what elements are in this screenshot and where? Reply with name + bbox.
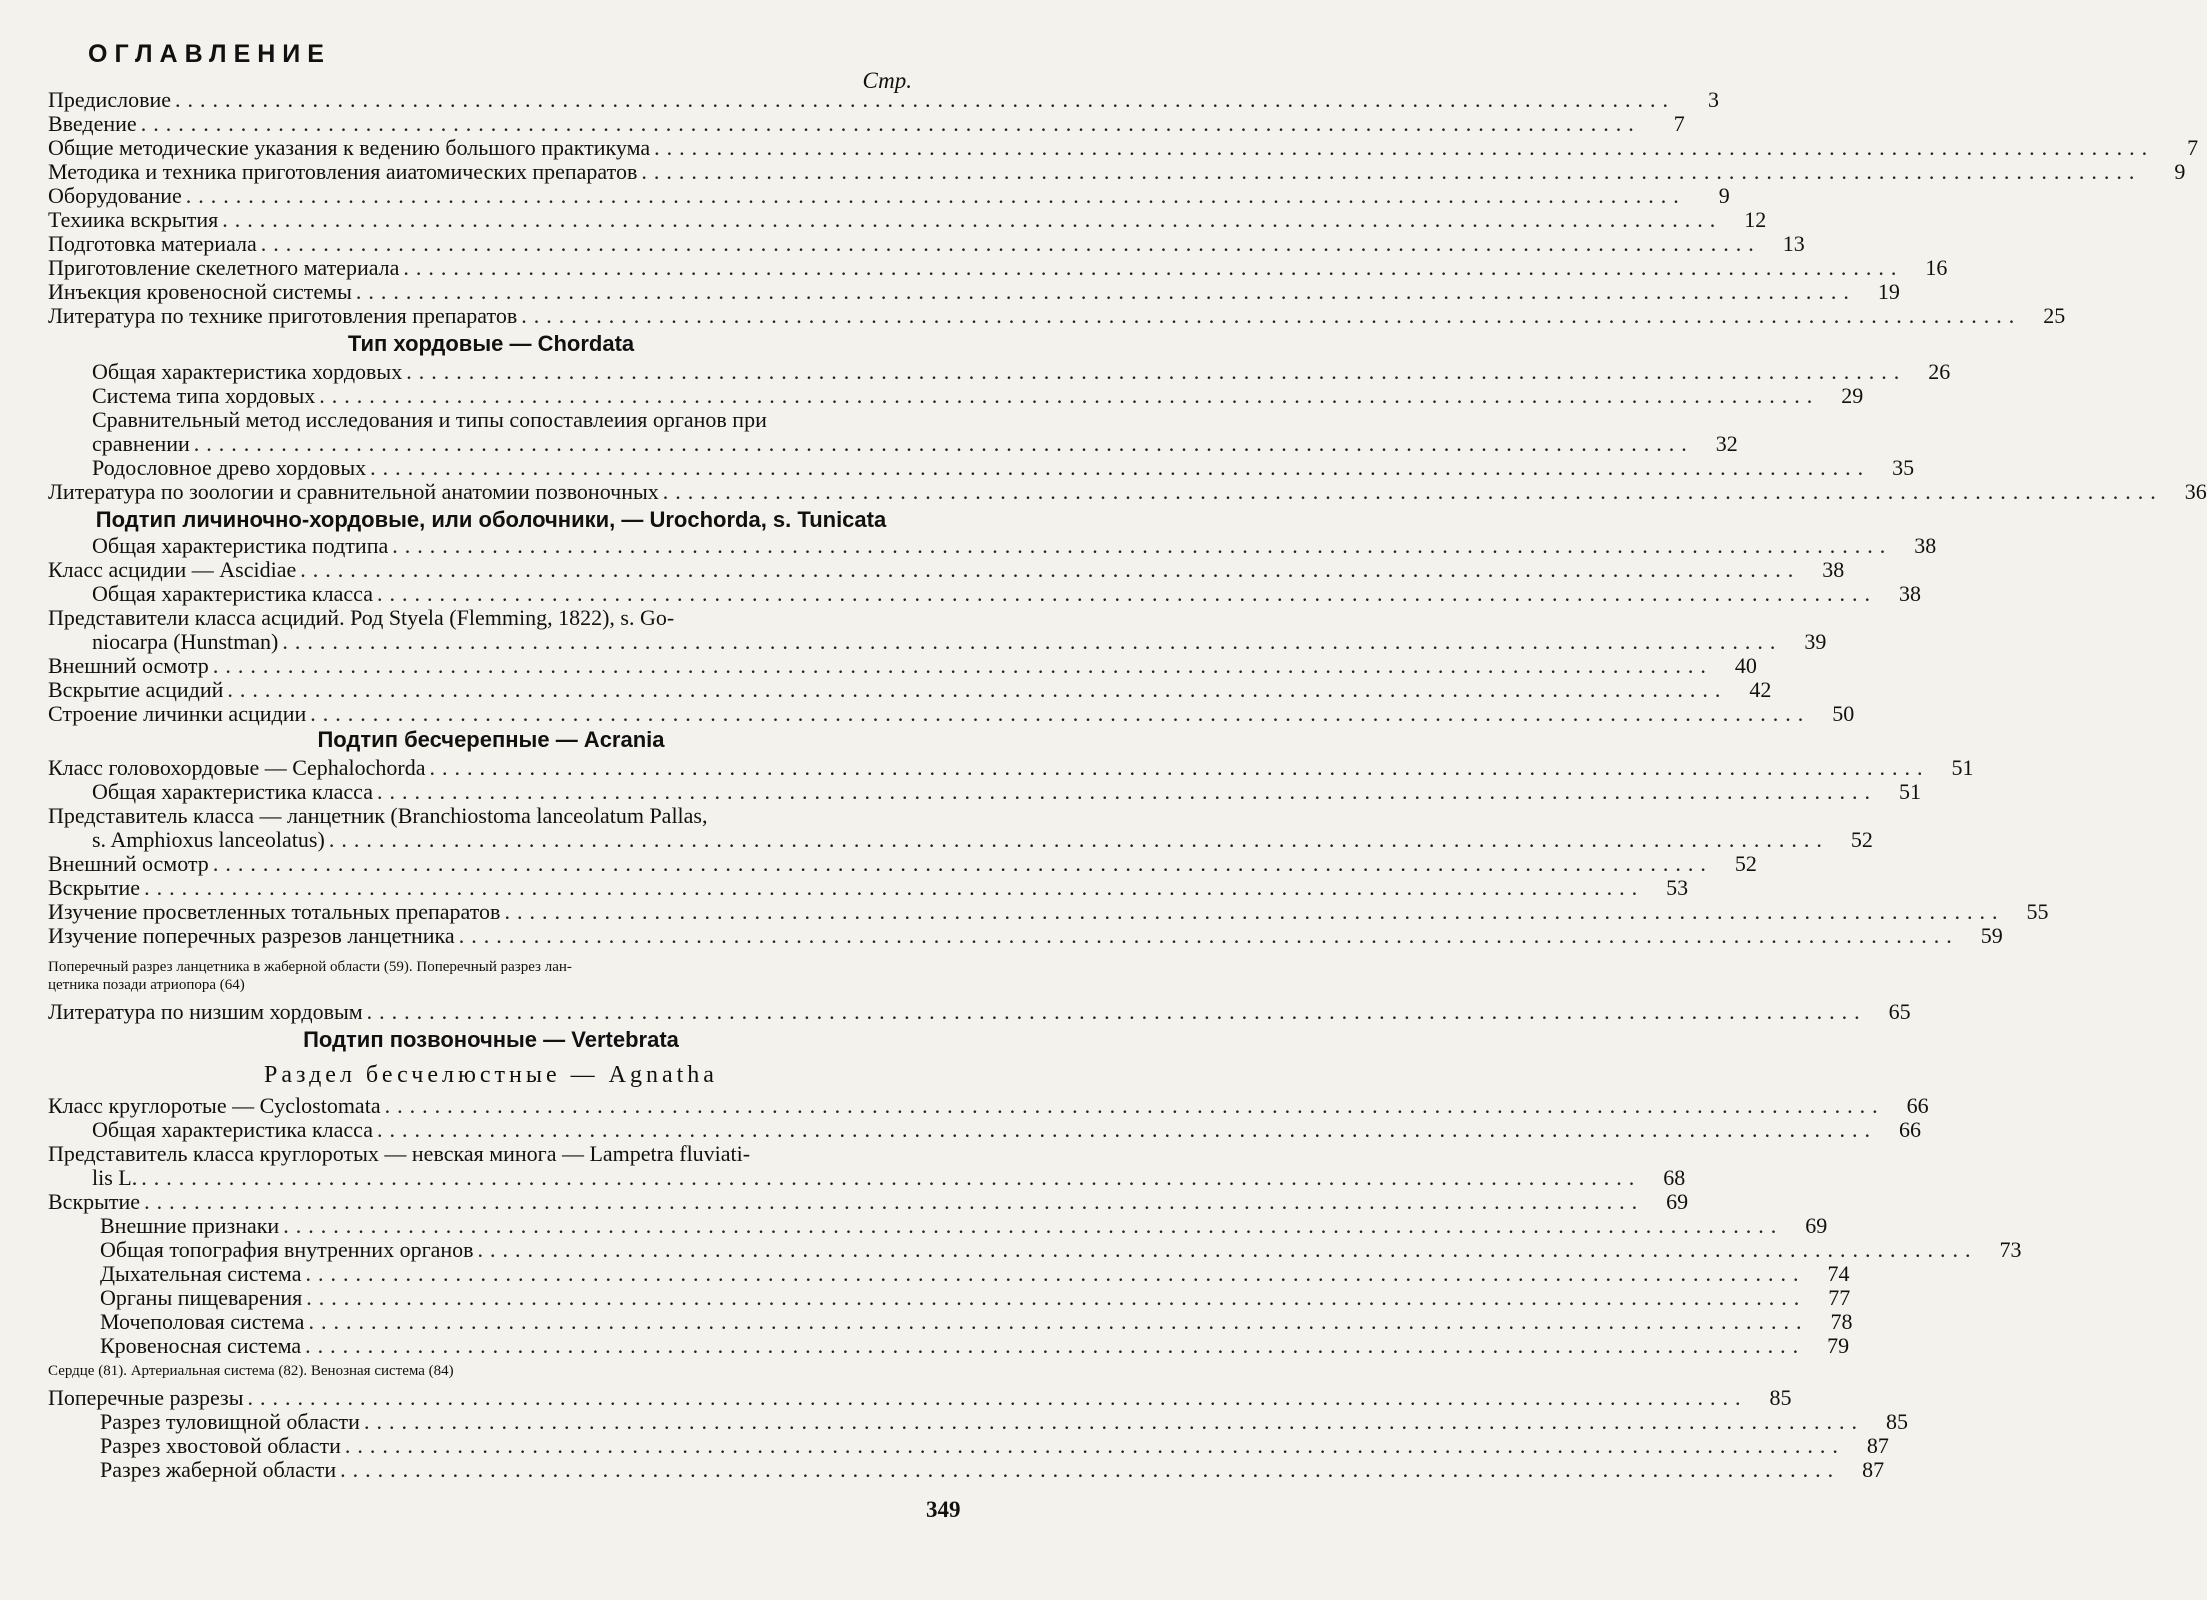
toc-entry — [48, 557, 1845, 582]
dot-leader: ........................................................................................................................ — [260, 231, 1761, 256]
entry-page: 9 — [2174, 159, 2186, 184]
toc-entry — [48, 1385, 1792, 1410]
entry-page: 35 — [1892, 455, 1915, 480]
entry-page: 51 — [1898, 779, 1921, 804]
entry-title: Техиика вскрытия — [48, 207, 219, 232]
division-heading: Раздел бесчелюстные — Agnatha — [264, 1062, 718, 1088]
entry-title: Изучение просветленных тотальных препаратов — [48, 899, 501, 924]
section-heading — [48, 332, 934, 355]
toc-note: цетника позади атриопора (64) — [48, 977, 245, 993]
entry-page: 68 — [1663, 1165, 1686, 1190]
toc-entry — [100, 1213, 1828, 1238]
entry-title: Разрез жаберной области — [100, 1457, 337, 1482]
entry-page: 38 — [1914, 533, 1937, 558]
entry-page: 12 — [1744, 207, 1767, 232]
entry-page: 78 — [1830, 1309, 1853, 1334]
section-heading — [48, 728, 934, 751]
entry-page: 29 — [1841, 383, 1864, 408]
dot-leader: ........................................................................................................................ — [384, 1093, 1885, 1118]
entry-title: Внешние признаки — [100, 1213, 280, 1238]
dot-leader: ........................................................................................................................ — [403, 255, 1904, 280]
entry-title: Литература по низшим хордовым — [48, 999, 363, 1024]
entry-title: Поперечные разрезы — [48, 1385, 244, 1410]
entry-title: Внешний осмотр — [48, 653, 209, 678]
entry-title: сравнении — [92, 431, 190, 456]
entry-page: 9 — [1718, 183, 1730, 208]
dot-leader: ........................................................................................................................ — [305, 1333, 1806, 1358]
toc-entry — [48, 303, 2066, 328]
toc-entry — [92, 533, 1937, 558]
toc-entry-line: Представитель класса круглоротых — невская минога — Lampetra fluviati- — [48, 1141, 751, 1166]
dot-leader: ........................................................................................................................ — [355, 279, 1856, 304]
dot-leader: ........................................................................................................................ — [300, 557, 1801, 582]
dot-leader: ........................................................................................................................ — [222, 207, 1723, 232]
dot-leader: ........................................................................................................................ — [521, 303, 2022, 328]
entry-page: 50 — [1832, 701, 1855, 726]
dot-leader: ........................................................................................................................ — [144, 875, 1645, 900]
entry-page: 42 — [1749, 677, 1772, 702]
entry-title: Разрез хвостовой области — [100, 1433, 341, 1458]
toc-entry-line: Сравнительный метод исследования и типы сопоставлеиия органов при — [92, 407, 767, 432]
toc-entry — [48, 183, 1730, 208]
entry-title: Общая характеристика класса — [92, 1117, 373, 1142]
entry-page: 52 — [1850, 827, 1873, 852]
entry-title: Органы пищеварения — [100, 1285, 303, 1310]
dot-leader: ........................................................................................................................ — [376, 581, 1877, 606]
toc-entry — [48, 255, 1948, 280]
entry-title: Предисловие — [48, 87, 171, 112]
toc-entry — [92, 455, 1915, 480]
dot-leader: ........................................................................................................................ — [308, 1309, 1809, 1334]
entry-page: 73 — [1999, 1237, 2022, 1262]
dot-leader: ........................................................................................................................ — [306, 1285, 1807, 1310]
entry-page: 38 — [1898, 581, 1921, 606]
toc-entry — [100, 1457, 1885, 1482]
dot-leader: ........................................................................................................................ — [366, 999, 1867, 1024]
toc-entry — [48, 701, 1855, 726]
dot-leader: ........................................................................................................................ — [141, 1165, 1642, 1190]
entry-page: 32 — [1715, 431, 1738, 456]
toc-entry — [100, 1409, 1908, 1434]
toc-entry — [100, 1333, 1850, 1358]
section-heading-text: Подтип позвоночные — Vertebrata — [303, 1027, 679, 1052]
entry-page: 19 — [1877, 279, 1900, 304]
toc-entry — [100, 1285, 1851, 1310]
dot-leader: ........................................................................................................................ — [175, 87, 1675, 112]
entry-page: 65 — [1888, 999, 1911, 1024]
toc-entry — [48, 875, 1689, 900]
toc-entry — [48, 135, 2199, 160]
entry-title: Общая характеристика хордовых — [92, 359, 403, 384]
toc-entry — [48, 677, 1772, 702]
dot-leader: ........................................................................................................................ — [144, 1189, 1645, 1214]
dot-leader: ........................................................................................................................ — [305, 1261, 1806, 1286]
toc-entry-line: Представители класса асцидий. Род Styela (Flemming, 1822), s. Go- — [48, 605, 675, 630]
entry-page: 79 — [1827, 1333, 1850, 1358]
section-heading-text: Подтип личиночно-хордовые, или оболочники, — Urochorda, s. Tunicata — [95, 507, 887, 532]
entry-page: 3 — [1708, 87, 1719, 112]
entry-page: 16 — [1925, 255, 1948, 280]
toc-entry — [92, 827, 1873, 852]
dot-leader: ........................................................................................................................ — [310, 701, 1811, 726]
entry-page: 85 — [1885, 1409, 1908, 1434]
section-heading — [48, 508, 934, 531]
entry-page: 36 — [2184, 479, 2207, 504]
entry-page: 74 — [1827, 1261, 1850, 1286]
entry-title: Подготовка материала — [48, 231, 257, 256]
dot-leader: ........................................................................................................................ — [392, 533, 1893, 558]
section-heading-text: Подтип бесчерепные — Acrania — [317, 727, 665, 752]
entry-page: 52 — [1734, 851, 1757, 876]
entry-page: 66 — [1898, 1117, 1921, 1142]
entry-title: Родословное древо хордовых — [92, 455, 367, 480]
toc-entry — [100, 1309, 1853, 1334]
entry-page: 26 — [1928, 359, 1951, 384]
entry-page: 77 — [1828, 1285, 1851, 1310]
toc-entry — [48, 999, 1911, 1024]
entry-page: 87 — [1862, 1457, 1885, 1482]
dot-leader: ........................................................................................................................ — [227, 677, 1728, 702]
toc-entry — [92, 629, 1827, 654]
entry-page: 69 — [1666, 1189, 1689, 1214]
dot-leader: ........................................................................................................................ — [477, 1237, 1978, 1262]
dot-leader: ........................................................................................................................ — [504, 899, 2005, 924]
entry-title: Общая топография внутренних органов — [100, 1237, 474, 1262]
entry-title: Общая характеристика подтипа — [92, 533, 389, 558]
entry-title: Разрез туловищной области — [100, 1409, 360, 1434]
entry-page: 55 — [2026, 899, 2049, 924]
entry-title: Вскрытие — [48, 1189, 141, 1214]
entry-page: 53 — [1666, 875, 1689, 900]
entry-title: s. Amphioxus lanceolatus) — [92, 827, 325, 852]
entry-title: Приготовление скелетного материала — [48, 255, 400, 280]
entry-page: 38 — [1822, 557, 1845, 582]
toc-entry — [48, 1093, 1929, 1118]
entry-page: 39 — [1804, 629, 1827, 654]
toc-entry — [100, 1433, 1889, 1458]
toc-entry — [48, 231, 1805, 256]
entry-title: Литература по зоологии и сравнительной анатомии позвоночных — [48, 479, 659, 504]
dot-leader: ........................................................................................................................ — [283, 1213, 1784, 1238]
page-number: 349 — [926, 1497, 961, 1522]
dot-leader: ........................................................................................................................ — [662, 479, 2163, 504]
toc-entry — [48, 653, 1757, 678]
toc-entry — [48, 1189, 1689, 1214]
entry-title: Кровеносная система — [100, 1333, 302, 1358]
toc-entry — [92, 779, 1921, 804]
dot-leader: ........................................................................................................................ — [328, 827, 1829, 852]
entry-page: 7 — [2187, 135, 2199, 160]
entry-page: 69 — [1805, 1213, 1828, 1238]
dot-leader: ........................................................................................................................ — [370, 455, 1871, 480]
section-heading-text: Тип хордовые — Chordata — [347, 331, 635, 356]
dot-leader: ........................................................................................................................ — [641, 159, 2142, 184]
dot-leader: ........................................................................................................................ — [212, 653, 1713, 678]
toc-entry — [48, 899, 2049, 924]
entry-title: Мочеполовая система — [100, 1309, 305, 1334]
toc-entry — [92, 431, 1738, 456]
toc-entry — [48, 479, 2207, 504]
entry-title: Введение — [48, 111, 137, 136]
entry-title: Литература по технике приготовления препаратов — [48, 303, 518, 328]
toc-entry — [100, 1237, 2022, 1262]
dot-leader: ........................................................................................................................ — [193, 431, 1694, 456]
entry-title: niocarpa (Hunstman) — [92, 629, 279, 654]
toc-note: Поперечный разрез ланцетника в жаберной области (59). Поперечный разрез лан- — [48, 959, 572, 975]
dot-leader: ........................................................................................................................ — [376, 779, 1877, 804]
dot-leader: ........................................................................................................................ — [458, 923, 1959, 948]
entry-page: 25 — [2043, 303, 2066, 328]
entry-title: Общие методические указания к ведению большого практикума — [48, 135, 651, 160]
entry-title: Методика и техника приготовления аиатомических препаратов — [48, 159, 638, 184]
entry-title: lis L. — [92, 1165, 138, 1190]
dot-leader: ........................................................................................................................ — [140, 111, 1641, 136]
dot-leader: ........................................................................................................................ — [319, 383, 1820, 408]
entry-title: Инъекция кровеносной системы — [48, 279, 352, 304]
entry-page: 59 — [1980, 923, 2003, 948]
toc-entry-line: Представитель класса — ланцетник (Branchiostoma lanceolatum Pallas, — [48, 803, 708, 828]
entry-page: 85 — [1769, 1385, 1792, 1410]
toc-entry — [100, 1261, 1850, 1286]
toc-entry — [92, 383, 1864, 408]
entry-title: Общая характеристика класса — [92, 581, 373, 606]
dot-leader: ........................................................................................................................ — [344, 1433, 1845, 1458]
entry-title: Вскрытие асцидий — [48, 677, 224, 702]
entry-title: Класс асцидии — Ascidiae — [48, 557, 297, 582]
dot-leader: ........................................................................................................................ — [429, 755, 1930, 780]
entry-title: Класс круглоротые — Cyclostomata — [48, 1093, 381, 1118]
toc-heading: ОГЛАВЛЕНИЕ — [88, 40, 331, 68]
toc-entry — [92, 581, 1921, 606]
entry-title: Изучение поперечных разрезов ланцетника — [48, 923, 455, 948]
dot-leader: ........................................................................................................................ — [340, 1457, 1841, 1482]
toc-entry — [48, 159, 2186, 184]
entry-title: Оборудование — [48, 183, 182, 208]
toc-entry — [48, 207, 1767, 232]
toc-entry — [48, 755, 1974, 780]
entry-page: 51 — [1951, 755, 1974, 780]
dot-leader: ........................................................................................................................ — [185, 183, 1686, 208]
entry-title: Внешний осмотр — [48, 851, 209, 876]
entry-page: 40 — [1734, 653, 1757, 678]
entry-title: Вскрытие — [48, 875, 141, 900]
toc-entry — [92, 1117, 1921, 1142]
entry-title: Общая характеристика класса — [92, 779, 373, 804]
dot-leader: ........................................................................................................................ — [247, 1385, 1748, 1410]
dot-leader: ........................................................................................................................ — [363, 1409, 1864, 1434]
section-heading — [48, 1028, 934, 1051]
dot-leader: ........................................................................................................................ — [282, 629, 1783, 654]
entry-page: 66 — [1906, 1093, 1929, 1118]
entry-page: 13 — [1782, 231, 1805, 256]
toc-entry — [48, 923, 2003, 948]
entry-title: Дыхательная система — [100, 1261, 302, 1286]
entry-title: Строение личинки асцидии — [48, 701, 307, 726]
dot-leader: ........................................................................................................................ — [212, 851, 1713, 876]
entry-title: Система типа хордовых — [92, 383, 316, 408]
toc-entry — [48, 279, 1900, 304]
entry-page: 87 — [1866, 1433, 1889, 1458]
dot-leader: ........................................................................................................................ — [406, 359, 1907, 384]
toc-entry — [92, 359, 1951, 384]
page-column-label: Стр. — [862, 68, 912, 93]
entry-title: Класс головохордовые — Cephalochorda — [48, 755, 426, 780]
dot-leader: ........................................................................................................................ — [654, 135, 2155, 160]
toc-entry — [48, 851, 1757, 876]
toc-entry — [48, 111, 1685, 136]
toc-note: Сердце (81). Артериальная система (82). Венозная система (84) — [48, 1363, 454, 1379]
toc-entry — [92, 1165, 1686, 1190]
toc-entry — [48, 87, 1719, 112]
dot-leader: ........................................................................................................................ — [376, 1117, 1877, 1142]
entry-page: 7 — [1673, 111, 1685, 136]
